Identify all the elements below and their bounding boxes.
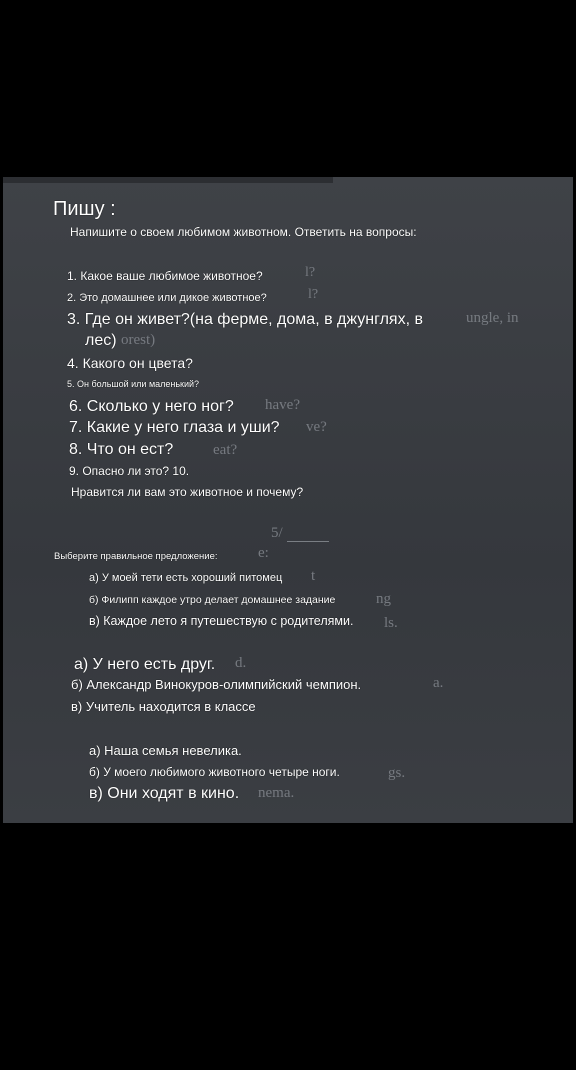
question-9: 9. Опасно ли это? 10. — [69, 464, 190, 478]
group3-option-b: б) У моего любимого животного четыре ноги. — [89, 765, 340, 779]
question-3-continued: лес) — [85, 332, 117, 349]
question-8: 8. Что он ест? — [69, 441, 174, 458]
ghost-text: l? — [305, 265, 316, 280]
group2-option-b: б) Александр Винокуров-олимпийский чемпион. — [71, 677, 362, 692]
photo-edge — [3, 177, 333, 183]
ghost-text: d. — [235, 655, 247, 671]
question-4: 4. Какого он цвета? — [67, 355, 193, 371]
ghost-text: ng — [376, 591, 391, 607]
score-label: 5/ — [271, 525, 283, 541]
ghost-text: orest) — [121, 332, 156, 348]
document-photo — [3, 177, 573, 823]
question-6: 6. Сколько у него ног? — [69, 398, 234, 415]
question-5: 5. Он большой или маленький? — [67, 379, 200, 389]
group3-option-c: в) Они ходят в кино. — [89, 785, 240, 802]
group1-option-b: б) Филипп каждое утро делает домашнее задание — [89, 594, 336, 606]
question-2: 2. Это домашнее или дикое животное? — [67, 292, 267, 304]
group1-option-c: в) Каждое лето я путешествую с родителями. — [89, 614, 354, 628]
page-title: Пишу : — [53, 198, 116, 220]
section-heading: Выберите правильное предложение: — [54, 551, 218, 562]
ghost-text: ve? — [306, 419, 327, 435]
instruction: Напишите о своем любимом животном. Ответить на вопросы: — [70, 225, 417, 239]
question-7: 7. Какие у него глаза и уши? — [69, 419, 280, 436]
question-1: 1. Какое ваше любимое животное? — [67, 269, 263, 283]
ghost-text: l? — [308, 287, 319, 302]
group2-option-c: в) Учитель находится в классе — [71, 699, 256, 714]
group3-option-a: а) Наша семья невелика. — [89, 743, 242, 758]
ghost-text: nema. — [258, 785, 295, 801]
question-10: Нравится ли вам это животное и почему? — [71, 485, 304, 499]
ghost-text: e: — [258, 545, 269, 561]
ghost-text: t — [311, 568, 316, 584]
ghost-text: a. — [433, 675, 444, 691]
ghost-text: ungle, in — [466, 310, 519, 326]
ghost-text: eat? — [213, 442, 238, 458]
group2-option-a: а) У него есть друг. — [74, 656, 216, 673]
group1-option-a: а) У моей тети есть хороший питомец — [89, 572, 283, 584]
ghost-text: have? — [265, 397, 300, 413]
score-line — [287, 541, 329, 542]
question-3: 3. Где он живет?(на ферме, дома, в джунглях, в — [67, 311, 423, 328]
ghost-text: ls. — [384, 615, 398, 631]
ghost-text: gs. — [388, 765, 406, 781]
